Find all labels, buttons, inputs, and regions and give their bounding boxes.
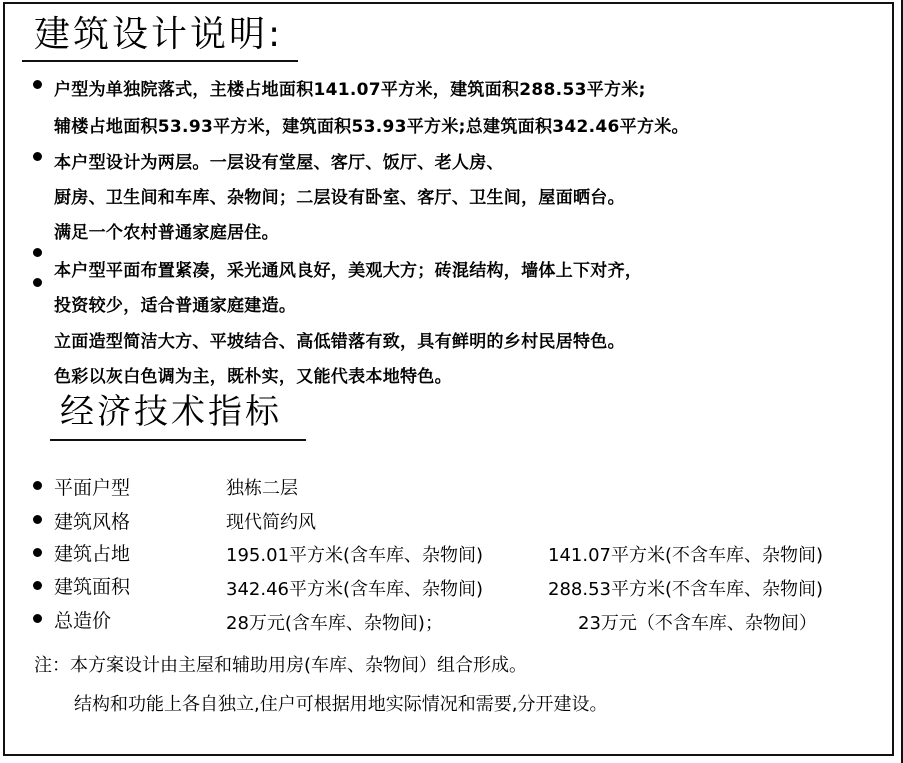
bullet-icon — [33, 248, 42, 257]
bullet-icon — [33, 152, 42, 161]
bullet-icon — [33, 80, 42, 89]
description-line: 本户型设计为两层。一层设有堂屋、客厅、饭厅、老人房、 — [54, 153, 504, 173]
description-line: 投资较少，适合普通家庭建造。 — [54, 296, 297, 316]
indicator-value: 195.01平方米(含车库、杂物间) — [226, 545, 484, 566]
section-title-underline — [50, 439, 306, 441]
indicator-label: 建筑面积 — [54, 576, 131, 598]
section-title: 经济技术指标 — [60, 392, 282, 432]
page-title: 建筑设计说明: — [34, 14, 284, 55]
note-line: 注：本方案设计由主屋和辅助用房(车库、杂物间）组合形成。 — [34, 655, 528, 676]
bullet-icon — [33, 481, 42, 490]
bullet-icon — [33, 614, 42, 623]
bullet-icon — [33, 548, 42, 557]
indicator-label: 建筑风格 — [54, 511, 131, 533]
indicator-label: 总造价 — [54, 610, 112, 632]
indicator-value: 28万元(含车库、杂物间)； — [226, 613, 443, 634]
description-line: 立面造型简洁大方、平坡结合、高低错落有致，具有鲜明的乡村民居特色。 — [54, 332, 625, 352]
description-line: 户型为单独院落式，主楼占地面积141.07平方米，建筑面积288.53平方米; — [54, 80, 646, 100]
indicator-value: 独栋二层 — [226, 478, 298, 499]
bullet-icon — [33, 581, 42, 590]
note-line: 结构和功能上各自独立,住户可根据用地实际情况和需要,分开建设。 — [74, 694, 608, 715]
title-underline — [22, 60, 298, 62]
indicator-value-alt: 23万元（不含车库、杂物间） — [578, 613, 817, 634]
indicator-value-alt: 288.53平方米(不含车库、杂物间) — [548, 579, 824, 600]
description-line: 厨房、卫生间和车库、杂物间；二层设有卧室、客厅、卫生间，屋面晒台。 — [54, 188, 625, 208]
indicator-label: 平面户型 — [54, 477, 131, 499]
indicator-value-alt: 141.07平方米(不含车库、杂物间) — [548, 545, 824, 566]
bullet-icon — [33, 278, 42, 287]
indicator-value: 现代简约风 — [226, 512, 316, 533]
description-line: 色彩以灰白色调为主，既朴实，又能代表本地特色。 — [54, 367, 452, 387]
bullet-icon — [33, 515, 42, 524]
description-line: 本户型平面布置紧凑，采光通风良好，美观大方；砖混结构，墙体上下对齐， — [54, 261, 643, 281]
description-line: 满足一个农村普通家庭居住。 — [54, 223, 279, 243]
description-line: 辅楼占地面积53.93平方米，建筑面积53.93平方米;总建筑面积342.46平方米。 — [54, 117, 689, 137]
indicator-value: 342.46平方米(含车库、杂物间) — [226, 579, 484, 600]
indicator-label: 建筑占地 — [54, 543, 131, 565]
